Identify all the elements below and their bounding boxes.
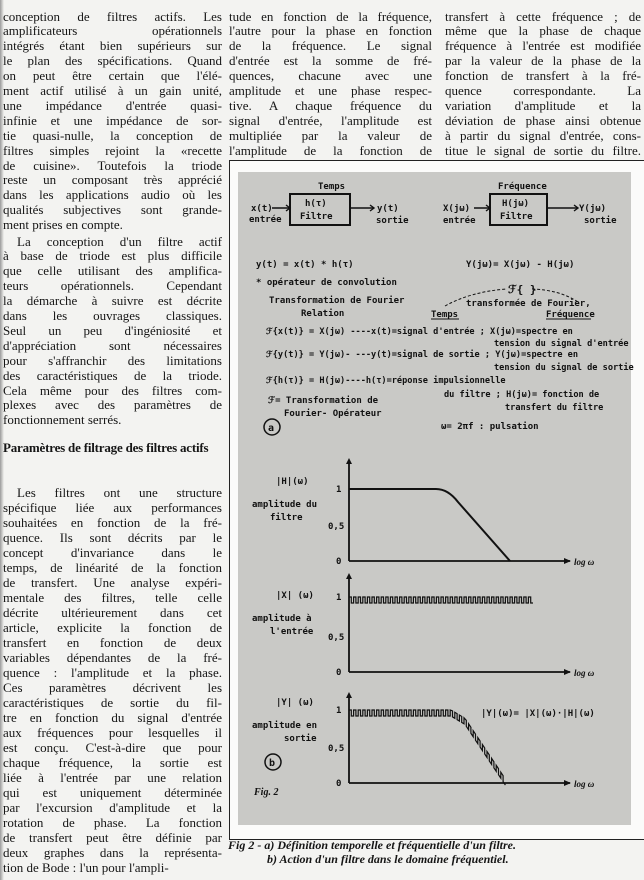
- tf-label: transformée de Fourier,: [466, 299, 591, 309]
- x-axis-label: log ω: [574, 779, 595, 789]
- text-line: l'amplitude de la fonction de: [229, 142, 432, 158]
- tick-label-0: 0: [336, 779, 342, 789]
- text-line: concept d'invariance dans le: [3, 544, 222, 560]
- text-line: temps, de linéarité de la fonction: [3, 559, 222, 575]
- marker-b: b: [269, 758, 276, 769]
- text-line: aux fréquences pour lesquelles il: [3, 725, 222, 740]
- text-line: titue le signal de sortie du filtre.: [445, 142, 641, 158]
- text-line: multipliée par la valeur de: [229, 127, 432, 143]
- text-line: l'autre pour la phase en fonction: [229, 23, 432, 39]
- text-line: amplitude et une phase respec-: [229, 83, 432, 99]
- text-line: est conçu. C'est-à-dire que pour: [3, 740, 222, 756]
- graph-subtitle: amplitude à: [252, 614, 312, 624]
- col-frequence: Fréquence: [546, 310, 595, 320]
- relation-3-cont: du filtre ; H(jω)= fonction de: [444, 390, 600, 400]
- text-line: tude en fonction de la fréquence,: [229, 8, 432, 24]
- text-line: chaque fréquence, la sortie est: [3, 755, 222, 771]
- entree-freq-label: entrée: [443, 216, 476, 226]
- axis-arrow-icon: [346, 458, 571, 564]
- text-line: qui est uniquement déterminée: [3, 785, 222, 801]
- input-spectrum-wave: [349, 597, 533, 603]
- box-freq-top: H(jω): [502, 199, 530, 209]
- figure-part-b: [252, 458, 595, 789]
- tf-title: Transformation de Fourier: [269, 296, 405, 306]
- text-line: transfert à cette fréquence ; de: [445, 8, 641, 24]
- text-line: à base de triode est plus difficile: [3, 248, 222, 264]
- text-line: d'appréciation sont nécessaires: [3, 337, 222, 353]
- text-line: signal d'entrée, l'amplitude est: [229, 112, 432, 128]
- caption-line-2: b) Action d'un filtre dans le domaine fréquentiel.: [267, 851, 509, 866]
- relation-2: ℱ{y(t)} = Y(jω)- ---y(t)=signal de sortie ; Y(jω)=spectre en: [266, 350, 579, 360]
- text-line: amplificateurs opérationnels: [3, 23, 222, 39]
- text-line: dans les applications audio où les: [3, 187, 222, 203]
- x-axis-label: log ω: [574, 668, 595, 678]
- graph-subtitle: amplitude en: [252, 721, 318, 731]
- text-line: de la fréquence. Le signal: [229, 38, 432, 54]
- output-equation: |Y|(ω)= |X|(ω)·|H|(ω): [481, 709, 595, 719]
- text-line: fonctionnement serrés.: [3, 412, 122, 428]
- tick-label-1: 1: [336, 706, 342, 716]
- section-heading: Paramètres de filtrage des filtres actifs: [3, 440, 209, 455]
- graph-subtitle: amplitude du: [252, 500, 318, 510]
- text-line: reste un composant très apprécié: [3, 172, 222, 188]
- text-line: Seul un peu d'ingéniosité et: [3, 322, 222, 338]
- relation-1: ℱ{x(t)} = X(jω) ----x(t)=signal d'entrée ; X(jω)=spectre en: [266, 327, 573, 337]
- convolution-note: * opérateur de convolution: [256, 278, 397, 288]
- graph-axes: [349, 462, 570, 561]
- Y-jw-label: Y(jω): [579, 204, 607, 214]
- text-line: de transfert. Une analyse expéri-: [3, 574, 222, 590]
- text-line: tion de Bode : l'un pour l'ampli-: [3, 860, 169, 876]
- text-line: conception de filtres actifs. Les: [3, 8, 222, 24]
- text-line: tre en fonction du signal d'entrée: [3, 709, 222, 725]
- box-freq-bottom: Filtre: [500, 212, 533, 222]
- text-line: par la valeur de la phase de la: [445, 53, 641, 69]
- text-line: de cuisine». Toutefois la triode: [3, 157, 222, 173]
- text-line: liée à l'entrée par une relation: [3, 770, 222, 786]
- tick-label-0-5: 0,5: [328, 744, 345, 754]
- text-line: une impédance d'entrée quasi-: [3, 97, 222, 113]
- pulsation-note: ω= 2πf : pulsation: [441, 422, 539, 432]
- freq-equation: Y(jω)= X(jω) - H(jω): [466, 260, 575, 270]
- relation-2-cont: tension du signal de sortie: [494, 363, 634, 373]
- box-time-top: h(τ): [305, 199, 327, 209]
- entree-label: entrée: [249, 215, 282, 225]
- time-equation: y(t) = x(t) * h(τ): [256, 260, 354, 270]
- tick-label-1: 1: [336, 593, 342, 603]
- graph-subtitle-2: sortie: [284, 734, 317, 744]
- text-line: variables dépendantes de la fré-: [3, 649, 222, 665]
- text-line: tive. A chaque fréquence du: [229, 97, 432, 113]
- text-line: dans les ouvrages classiques.: [3, 308, 222, 324]
- graph-axes: [349, 577, 570, 672]
- tick-label-0-5: 0,5: [328, 522, 345, 532]
- filter-response-curve: [349, 489, 510, 561]
- text-line: décrite ultérieurement dans cet: [3, 604, 222, 620]
- text-line: intégrés étant bien supérieurs sur: [3, 38, 222, 54]
- figure-caption: [228, 839, 516, 866]
- text-line: Les filtres ont une structure: [17, 484, 222, 500]
- text-line: que celle utilisant des amplifica-: [3, 263, 222, 279]
- text-line: ment prises en compte.: [3, 217, 123, 233]
- arrow-heads: [286, 205, 578, 211]
- relation-1-cont: tension du signal d'entrée: [494, 339, 629, 349]
- text-line: d'entrée est la somme de fré-: [229, 53, 432, 69]
- text-line: transfert en fonction de deux: [3, 634, 222, 650]
- axis-arrow-icon: [346, 692, 571, 786]
- text-line: pour s'affranchir des limitations: [3, 352, 222, 368]
- text-line: à partir du signal d'entrée, cons-: [445, 127, 641, 143]
- label-temps: Temps: [318, 182, 346, 192]
- graph-title: |X| (ω): [276, 591, 314, 601]
- tick-label-0-5: 0,5: [328, 633, 345, 643]
- sortie-label: sortie: [376, 216, 409, 226]
- graph-title: |Y| (ω): [276, 698, 314, 708]
- box-time-bottom: Filtre: [300, 212, 333, 222]
- text-line: La conception d'un filtre actif: [17, 233, 222, 249]
- text-line: Cela même pour des filtres com-: [3, 382, 222, 398]
- axis-arrow-icon: [346, 573, 571, 675]
- text-line: Ces paramètres décrivent les: [3, 679, 222, 695]
- relation-3-cont2: transfert du filtre: [505, 403, 604, 413]
- operator-definition-cont: Fourier- Opérateur: [284, 409, 382, 419]
- x-axis-label: log ω: [574, 557, 595, 567]
- text-line: deux graphes dans la représenta-: [3, 845, 222, 861]
- relation-3: ℱ{h(τ)} = H(jω)----h(τ)=réponse impulsionnelle: [266, 376, 506, 386]
- text-line: quence correspondante. La: [445, 83, 641, 99]
- tf-relation: Relation: [301, 309, 345, 319]
- text-line: par l'excursion d'amplitude et la: [3, 800, 222, 816]
- sortie-freq-label: sortie: [584, 216, 617, 226]
- text-line: rotation de phase. La fonction: [3, 815, 222, 831]
- tick-label-0: 0: [336, 557, 342, 567]
- text-line: fonction de transfert à la fré-: [445, 68, 641, 84]
- text-line: quence. Ils sont décrits par le: [3, 529, 222, 545]
- text-line: ment actif utilisé à un gain unité,: [3, 83, 222, 99]
- text-line: infinie et une impédance de sor-: [3, 112, 222, 128]
- text-line: le plan des spécifications. Quand: [3, 53, 222, 69]
- graph-title: |H|(ω): [276, 477, 309, 487]
- tick-label-1: 1: [336, 485, 342, 495]
- label-frequence: Fréquence: [498, 182, 547, 192]
- graph-subtitle-2: l'entrée: [270, 627, 314, 637]
- text-line: spécifique liée aux performances: [3, 499, 222, 515]
- text-line: mentale des filtres, telle celle: [3, 589, 222, 605]
- text-line: plexes avec des paramètres de: [3, 397, 222, 413]
- operator-definition: ℱ= Transformation de: [268, 396, 379, 406]
- text-line: teurs opérationnels. Cependant: [3, 278, 222, 294]
- X-jw-label: X(jω): [443, 204, 471, 214]
- marker-a: a: [268, 423, 275, 434]
- text-line: quences, chacune avec une: [229, 68, 432, 84]
- tf-operator: ℱ{ }: [508, 283, 537, 296]
- text-line: des caractéristiques de la triode.: [3, 367, 222, 383]
- text-line: filtres simples rejoint la «recette: [3, 142, 222, 158]
- caption-line-1: Fig 2 - a) Définition temporelle et fréquentielle d'un filtre.: [228, 838, 516, 852]
- text-line: la démarche à suivre est décrite: [3, 293, 222, 309]
- y-t-label: y(t): [377, 204, 399, 214]
- tick-label-0: 0: [336, 668, 342, 678]
- text-line: déviation de phase ainsi obtenue: [445, 112, 641, 128]
- text-line: variation d'amplitude et la: [445, 97, 641, 113]
- text-line: fréquence à l'entrée est modifiée: [445, 38, 641, 54]
- text-line: de transfert peut être définie par: [3, 830, 222, 846]
- graph-subtitle-2: filtre: [270, 513, 303, 523]
- text-line: caractéristiques de sortie du fil-: [3, 694, 222, 710]
- text-line: article, explicite la fonction de: [3, 619, 222, 635]
- fig-label: Fig. 2: [254, 787, 279, 798]
- text-line: qualités subjectives sont grande-: [3, 202, 222, 218]
- col-temps: Temps: [431, 310, 459, 320]
- text-line: même que la phase de chaque: [445, 23, 641, 39]
- output-spectrum-wave: [349, 710, 505, 785]
- text-line: souhaitées en fonction de la fré-: [3, 514, 222, 530]
- x-t-label: x(t): [251, 204, 273, 214]
- text-line: tie quasi-nulle, la conception de: [3, 127, 222, 143]
- text-line: quence : l'amplitude et la phase.: [3, 664, 222, 680]
- text-line: on peut être certain que l'élé-: [3, 68, 222, 84]
